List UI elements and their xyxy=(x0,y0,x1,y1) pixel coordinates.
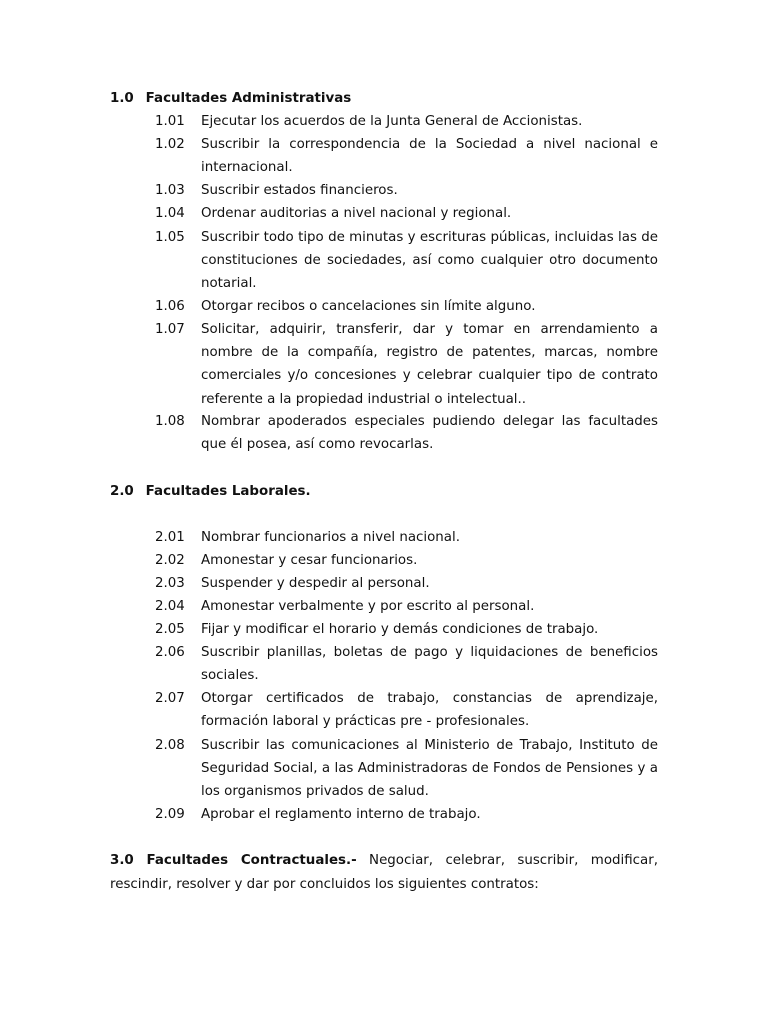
list-item xyxy=(110,295,658,318)
item-text: Nombrar funcionarios a nivel nacional. xyxy=(201,530,460,545)
list-item xyxy=(110,179,658,202)
section-1-title: Facultades Administrativas xyxy=(145,91,352,106)
item-text: Otorgar recibos o cancelaciones sin límite alguno. xyxy=(201,299,536,314)
item-text: Ejecutar los acuerdos de la Junta General de Accionistas. xyxy=(201,114,583,129)
list-item xyxy=(110,595,658,618)
list-item xyxy=(110,687,658,733)
item-number: 1.01 xyxy=(155,114,185,129)
item-text: Suscribir las comunicaciones al Ministerio de Trabajo, Instituto de Seguridad Social, a las Administradoras de Fondos de Pensiones y a los organismos privados de salud. xyxy=(201,738,658,800)
item-text: Suspender y despedir al personal. xyxy=(201,576,430,591)
item-number: 2.07 xyxy=(155,691,185,706)
item-number: 1.03 xyxy=(155,183,185,198)
item-text: Fijar y modificar el horario y demás condiciones de trabajo. xyxy=(201,622,599,637)
item-number: 2.06 xyxy=(155,645,185,660)
section-3-paragraph xyxy=(110,849,658,896)
item-number: 2.02 xyxy=(155,553,185,568)
list-item xyxy=(110,526,658,549)
item-number: 1.02 xyxy=(155,137,185,152)
section-3-text: Negociar, celebrar, suscribir, modificar, rescindir, resolver y dar por concluidos los siguientes contratos: xyxy=(110,853,658,892)
list-item xyxy=(110,549,658,572)
list-item xyxy=(110,202,658,225)
list-item xyxy=(110,133,658,179)
list-item xyxy=(110,318,658,411)
item-number: 1.06 xyxy=(155,299,185,314)
section-1-number: 1.0 xyxy=(110,91,134,106)
list-item xyxy=(110,734,658,804)
item-text: Amonestar y cesar funcionarios. xyxy=(201,553,418,568)
item-text: Solicitar, adquirir, transferir, dar y tomar en arrendamiento a nombre de la compañía, registro de patentes, marcas, nombre comerciales y/o concesiones y celebrar cualquier tipo de contrato referente a la propiedad industrial o intelectual.. xyxy=(201,322,658,407)
item-text: Ordenar auditorias a nivel nacional y regional. xyxy=(201,206,512,221)
item-number: 1.04 xyxy=(155,206,185,221)
item-number: 1.08 xyxy=(155,414,185,429)
section-2-heading xyxy=(110,480,311,503)
list-item xyxy=(110,410,658,456)
item-number: 2.08 xyxy=(155,738,185,753)
item-text: Suscribir estados financieros. xyxy=(201,183,398,198)
item-number: 1.07 xyxy=(155,322,185,337)
item-number: 2.03 xyxy=(155,576,185,591)
item-number: 2.05 xyxy=(155,622,185,637)
item-text: Nombrar apoderados especiales pudiendo delegar las facultades que él posea, así como revocarlas. xyxy=(201,414,658,453)
item-text: Otorgar certificados de trabajo, constancias de aprendizaje, formación laboral y prácticas pre - profesionales. xyxy=(201,691,658,730)
section-2-title: Facultades Laborales. xyxy=(145,484,311,499)
item-text: Suscribir todo tipo de minutas y escrituras públicas, incluidas las de constituciones de sociedades, así como cualquier otro documento notarial. xyxy=(201,230,658,292)
item-text: Suscribir planillas, boletas de pago y liquidaciones de beneficios sociales. xyxy=(201,645,658,684)
item-number: 2.01 xyxy=(155,530,185,545)
section-3-heading: 3.0 Facultades Contractuales.- xyxy=(110,853,357,868)
item-text: Aprobar el reglamento interno de trabajo. xyxy=(201,807,481,822)
list-item xyxy=(110,803,658,826)
item-text: Amonestar verbalmente y por escrito al personal. xyxy=(201,599,535,614)
section-2-number: 2.0 xyxy=(110,484,134,499)
list-item xyxy=(110,226,658,296)
list-item xyxy=(110,618,658,641)
item-number: 2.09 xyxy=(155,807,185,822)
section-1-heading xyxy=(110,87,351,110)
list-item xyxy=(110,572,658,595)
list-item xyxy=(110,110,658,133)
item-number: 2.04 xyxy=(155,599,185,614)
list-item xyxy=(110,641,658,687)
item-number: 1.05 xyxy=(155,230,185,245)
item-text: Suscribir la correspondencia de la Sociedad a nivel nacional e internacional. xyxy=(201,137,658,176)
